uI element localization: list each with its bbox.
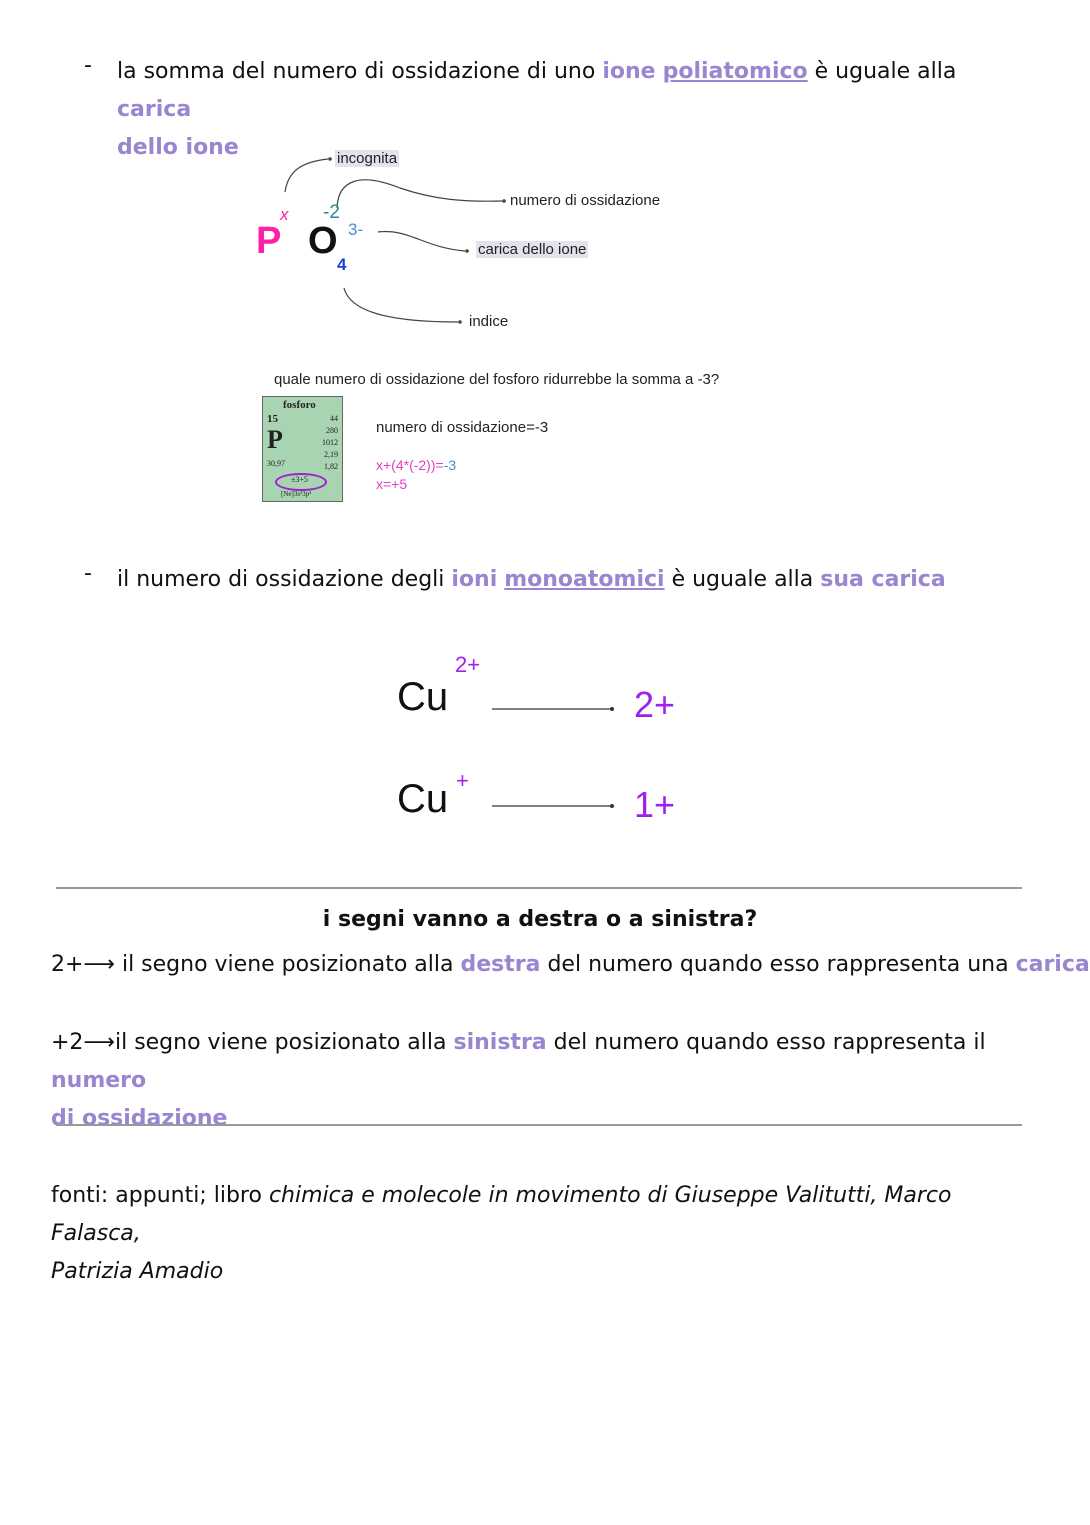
sup-minus2: -2 (323, 202, 340, 223)
ossidazione-connector (337, 180, 502, 208)
tile-value: 280 (326, 426, 338, 435)
sources (51, 1177, 1041, 1291)
sub-index: 4 (337, 255, 347, 274)
text: del numero quando esso rappresenta il (546, 1030, 986, 1055)
cu-charge-2: + (456, 768, 469, 793)
text: del numero quando esso rappresenta una (540, 952, 1016, 977)
symbol-oxygen: O (308, 220, 338, 262)
tile-number: 15 (267, 413, 278, 425)
text: +2⟶il segno viene posizionato alla (51, 1030, 454, 1055)
sup-charge: 3- (348, 220, 364, 239)
sup-x: x (280, 205, 289, 224)
tile-mass: 30,97 (267, 459, 285, 468)
highlight-di-ossidazione: di ossidazione (51, 1106, 228, 1131)
eq-part: -3 (443, 457, 457, 473)
tile-value: 1,82 (324, 462, 338, 471)
highlight-carica: carica (117, 97, 192, 122)
highlight-poliatomico: poliatomico (662, 59, 808, 84)
highlight-ioni: ioni (451, 567, 498, 592)
question-text: quale numero di ossidazione del fosforo ridurrebbe la somma a -3? (274, 371, 720, 388)
label-indice: indice (469, 313, 509, 330)
rule-destra (51, 946, 1090, 984)
connector-dot (465, 249, 469, 253)
carica-connector (378, 231, 465, 251)
label-incognita: incognita (337, 150, 398, 167)
sources-label: fonti: appunti; libro (51, 1183, 269, 1208)
eq-part: x+(4*(-2))= (376, 457, 444, 473)
cu-symbol-1: Cu (397, 675, 449, 719)
label-carica-ione: carica dello ione (478, 241, 587, 258)
bullet-dash: - (84, 561, 92, 586)
highlight-carica: carica (1015, 952, 1090, 977)
text: la somma del numero di ossidazione di uno (117, 59, 603, 84)
bullet-monoatomici (117, 561, 1017, 599)
cu-symbol-2: Cu (397, 777, 449, 821)
indice-connector (344, 288, 458, 322)
section-title: i segni vanno a destra o a sinistra? (322, 907, 758, 932)
element-tile-phosphorus (262, 396, 343, 502)
equation-2: x=+5 (376, 476, 408, 492)
tile-config: [Ne]3s²3p³ (281, 490, 312, 498)
highlight-ione: ione (602, 59, 656, 84)
equation-1 (376, 457, 456, 473)
cu-charge-1: 2+ (455, 652, 481, 677)
ox-number-label: numero di ossidazione=-3 (376, 419, 549, 436)
tile-value: 1012 (322, 438, 338, 447)
highlight-destra: destra (460, 952, 541, 977)
divider (56, 1124, 1022, 1126)
highlight-sinistra: sinistra (453, 1030, 547, 1055)
cu-result-2: 1+ (634, 784, 676, 825)
label-numero-ossidazione: numero di ossidazione (510, 192, 661, 209)
arrow-tip (610, 804, 614, 808)
rule-sinistra (51, 1024, 1041, 1138)
highlight-monoatomici: monoatomici (504, 567, 665, 592)
text: 2+⟶ il segno viene posizionato alla (51, 952, 461, 977)
sources-authors: Patrizia Amadio (51, 1259, 224, 1284)
text: è uguale alla (664, 567, 821, 592)
connector-dot (458, 320, 462, 324)
sources-book: chimica e molecole in movimento di Giuseppe Valitutti, Marco Falasca, (51, 1183, 952, 1246)
connector-dot (502, 199, 506, 203)
text: è uguale alla (807, 59, 957, 84)
highlight-sua-carica: sua carica (820, 567, 946, 592)
tile-name: fosforo (283, 399, 316, 411)
cu-arrows (490, 700, 620, 812)
symbol-phosphorus: P (256, 220, 282, 262)
cu-result-1: 2+ (634, 684, 676, 725)
tile-values (322, 413, 338, 473)
incognita-connector (285, 159, 328, 192)
tile-symbol: P (267, 425, 283, 454)
tile-oxidation: ±3+5 (291, 475, 308, 484)
connector-dot (328, 157, 332, 161)
divider (56, 887, 1022, 889)
arrow-tip (610, 707, 614, 711)
highlight-numero: numero (51, 1068, 147, 1093)
bullet-dash: - (84, 53, 92, 78)
tile-value: 2,19 (324, 450, 338, 459)
tile-value: 44 (330, 414, 338, 423)
text: il numero di ossidazione degli (117, 567, 452, 592)
highlight-dello-ione: dello ione (117, 135, 239, 160)
